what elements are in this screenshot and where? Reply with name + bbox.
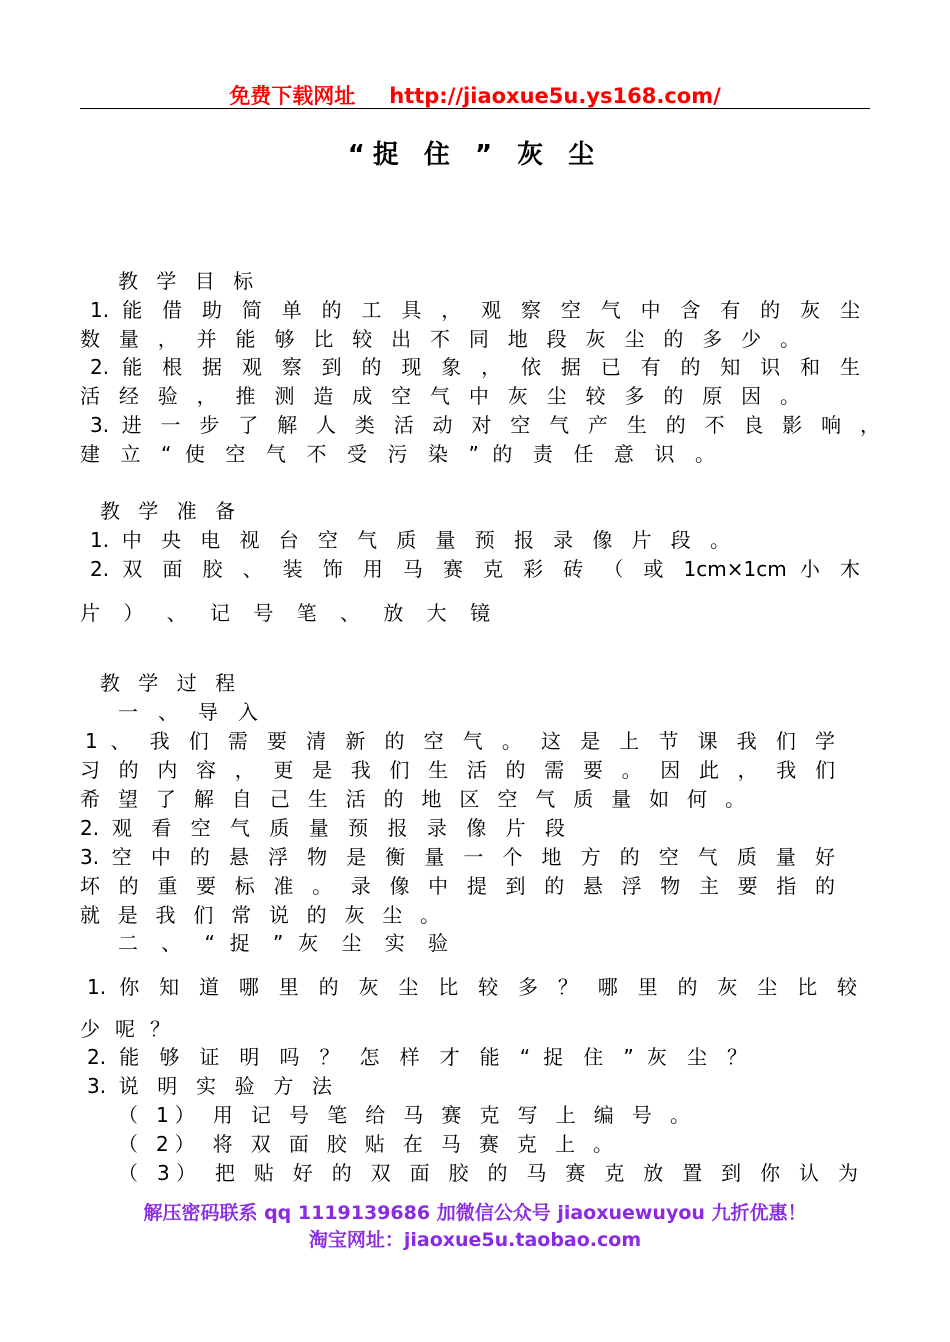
section-heading-preparation: 教 学 准 备 (100, 499, 242, 523)
text-line: 坏 的 重 要 标 准 。 录 像 中 提 到 的 悬 浮 物 主 要 指 的 (80, 874, 835, 898)
text-line: 少 呢 ？ (80, 1017, 170, 1041)
text-line: 就 是 我 们 常 说 的 灰 尘 。 (80, 903, 440, 927)
text-line: （ 3） 把 贴 好 的 双 面 胶 的 马 赛 克 放 置 到 你 认 为 (118, 1161, 858, 1185)
footer-contact: 解压密码联系 qq 1119139686 加微信公众号 jiaoxuewuyou 九折优惠！ (143, 1202, 807, 1224)
page-title: “捉 住 ” 灰 尘 (347, 140, 603, 170)
header-label: 免费下载网址 (229, 84, 356, 108)
text-line: 习 的 内 容 ， 更 是 我 们 生 活 的 需 要 。 因 此 ， 我 们 (80, 758, 835, 782)
text-line: 数 量 ， 并 能 够 比 较 出 不 同 地 段 灰 尘 的 多 少 。 (80, 327, 800, 351)
text-line: 2. 双 面 胶 、 装 饰 用 马 赛 克 彩 砖 （ 或 1cm×1cm 小 木 (90, 557, 860, 581)
download-header (0, 80, 950, 110)
text-line: 活 经 验 ， 推 测 造 成 空 气 中 灰 尘 较 多 的 原 因 。 (80, 384, 800, 408)
header-divider (80, 108, 870, 109)
text-line: 建 立 “ 使 空 气 不 受 污 染 ” 的 责 任 意 识 。 (80, 442, 715, 466)
header-url-link[interactable]: http://jiaoxue5u.ys168.com/ (389, 84, 721, 108)
text-line: 1. 你 知 道 哪 里 的 灰 尘 比 较 多 ？ 哪 里 的 灰 尘 比 较 (87, 975, 857, 999)
text-line: 1. 能 借 助 简 单 的 工 具 ， 观 察 空 气 中 含 有 的 灰 尘 (90, 298, 860, 322)
text-line: 3. 进 一 步 了 解 人 类 活 动 对 空 气 产 生 的 不 良 影 响 ， (90, 413, 880, 437)
section-heading-process: 教 学 过 程 (100, 671, 242, 695)
subsection-heading: 二 、 “ 捉 ” 灰 尘 实 验 (118, 931, 448, 955)
text-line: 2. 能 根 据 观 察 到 的 现 象 ， 依 据 已 有 的 知 识 和 生 (90, 355, 860, 379)
text-line: 1. 中 央 电 视 台 空 气 质 量 预 报 录 像 片 段 。 (90, 528, 730, 552)
text-line: 1 、 我 们 需 要 清 新 的 空 气 。 这 是 上 节 课 我 们 学 (85, 729, 835, 753)
text-line: 3. 说 明 实 验 方 法 (87, 1074, 332, 1098)
text-line: （ 1） 用 记 号 笔 给 马 赛 克 写 上 编 号 。 (118, 1103, 690, 1127)
text-line: （ 2） 将 双 面 胶 贴 在 马 赛 克 上 。 (118, 1132, 613, 1156)
section-heading-goals: 教 学 目 标 (118, 269, 260, 293)
footer-shop-link[interactable]: 淘宝网址：jiaoxue5u.taobao.com (308, 1229, 642, 1251)
subsection-heading: 一 、 导 入 (118, 700, 258, 724)
text-line: 希 望 了 解 自 己 生 活 的 地 区 空 气 质 量 如 何 。 (80, 787, 745, 811)
text-line: 2. 能 够 证 明 吗 ？ 怎 样 才 能 “ 捉 住 ” 灰 尘 ？ (87, 1045, 747, 1069)
text-line: 片 ） 、 记 号 笔 、 放 大 镜 (80, 601, 490, 625)
text-line: 3. 空 中 的 悬 浮 物 是 衡 量 一 个 地 方 的 空 气 质 量 好 (80, 845, 835, 869)
text-line: 2. 观 看 空 气 质 量 预 报 录 像 片 段 (80, 816, 565, 840)
